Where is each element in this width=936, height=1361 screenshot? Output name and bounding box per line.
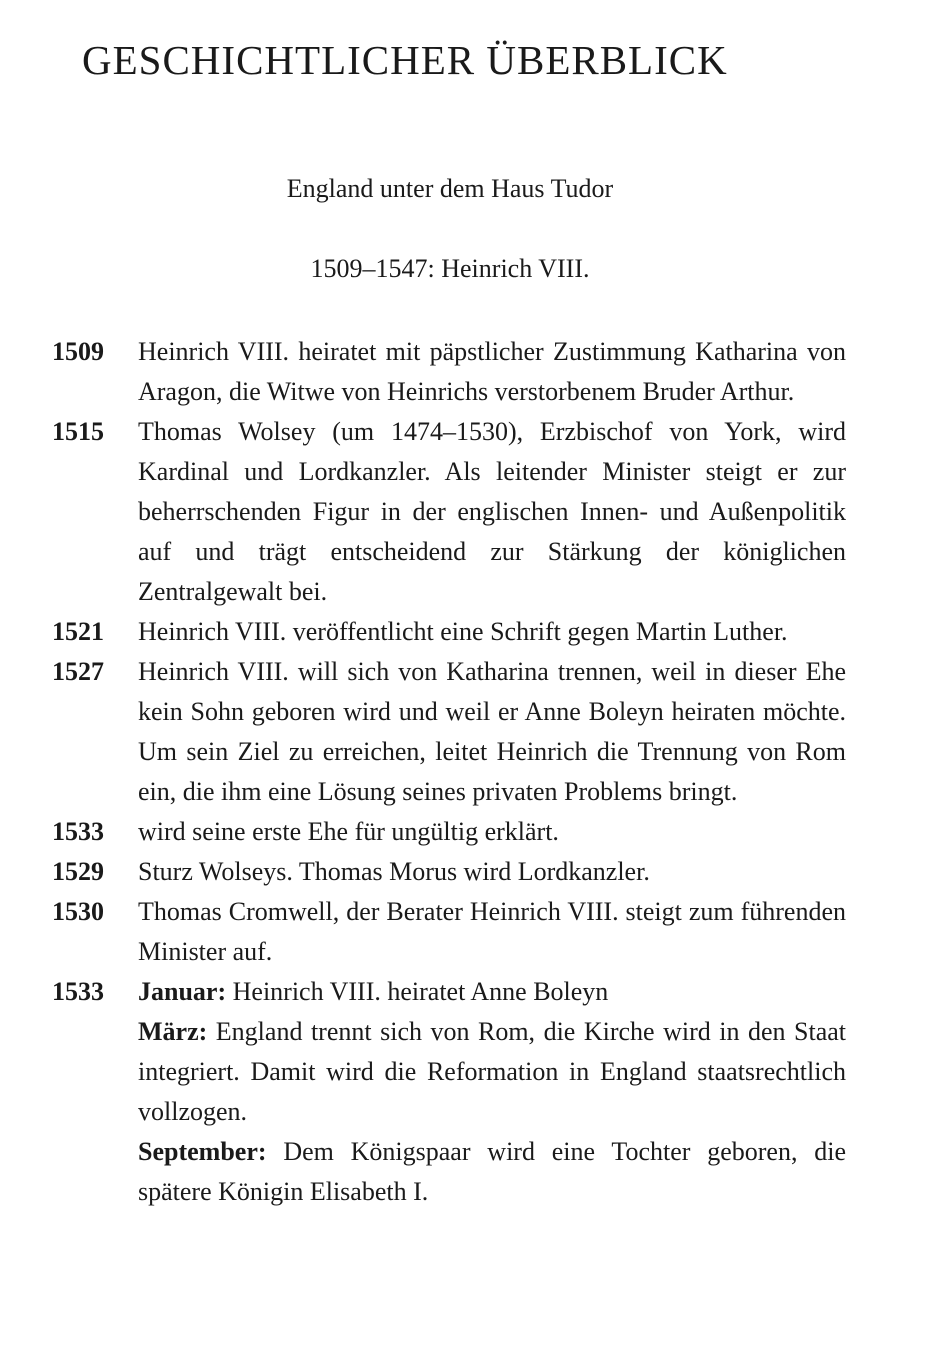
entry-text: Heinrich VIII. veröffentlicht eine Schrift gegen Martin Luther. (138, 617, 788, 646)
timeline (52, 332, 846, 1212)
entry-year: 1533 (52, 977, 104, 1006)
entry-year: 1521 (52, 617, 104, 646)
entry-year: 1515 (52, 417, 104, 446)
period-heading: 1509–1547: Heinrich VIII. (310, 254, 590, 283)
entry-text: Heinrich VIII. heiratet mit päpstlicher Zustimmung Katharina von Aragon, die Witwe von Heinrichs verstorbenem Bruder Arthur. (138, 337, 846, 406)
timeline-entry (52, 332, 846, 412)
entry-text: Thomas Cromwell, der Berater Heinrich VIII. steigt zum führenden Minister auf. (138, 897, 846, 966)
entry-text: Heinrich VIII. will sich von Katharina trennen, weil in dieser Ehe kein Sohn geboren wird und weil er Anne Boleyn heiraten möchte. Um sein Ziel zu erreichen, leitet Heinrich die Trennung von Rom ein, die ihm eine Lösung seines privaten Problems bringt. (138, 657, 846, 806)
timeline-entry (52, 612, 846, 652)
entry-paragraph (138, 852, 846, 892)
entry-body (138, 812, 846, 852)
entry-year: 1527 (52, 657, 104, 686)
month-label: März: (138, 1017, 208, 1046)
entry-text: Dem Königspaar wird eine Tochter geboren, die spätere Königin Elisabeth I. (138, 1137, 846, 1206)
entry-paragraph (138, 612, 846, 652)
entry-text: Heinrich VIII. heiratet Anne Boleyn (232, 977, 609, 1006)
timeline-entry (52, 852, 846, 892)
entry-text: Sturz Wolseys. Thomas Morus wird Lordkanzler. (138, 857, 650, 886)
entry-body (138, 412, 846, 612)
entry-body (138, 852, 846, 892)
entry-year: 1529 (52, 857, 104, 886)
month-label: Januar: (138, 977, 227, 1006)
entry-text: wird seine erste Ehe für ungültig erklärt. (138, 817, 559, 846)
entry-paragraph (138, 972, 846, 1012)
entry-body (138, 332, 846, 412)
entry-body (138, 972, 846, 1212)
timeline-entry (52, 812, 846, 852)
entry-paragraph (138, 1132, 846, 1212)
entry-text: England trennt sich von Rom, die Kirche wird in den Staat integriert. Damit wird die Reformation in England staatsrechtlich vollzogen. (138, 1017, 847, 1126)
entry-paragraph (138, 892, 846, 972)
entry-paragraph (138, 652, 846, 812)
entry-year: 1533 (52, 817, 104, 846)
entry-paragraph (138, 332, 846, 412)
timeline-entry (52, 972, 846, 1212)
entry-body (138, 652, 846, 812)
section-subtitle: England unter dem Haus Tudor (286, 174, 614, 203)
entry-paragraph (138, 412, 846, 612)
entry-paragraph (138, 812, 846, 852)
entry-body (138, 612, 846, 652)
timeline-entry (52, 412, 846, 612)
entry-body (138, 892, 846, 972)
entry-text: Thomas Wolsey (um 1474–1530), Erzbischof von York, wird Kardinal und Lordkanzler. Als leitender Minister steigt er zur beherrschenden Figur in der englischen Innen- und Außenpolitik auf und trägt entscheidend zur Stärkung der königlichen Zentralgewalt bei. (138, 417, 846, 606)
timeline-entry (52, 892, 846, 972)
entry-paragraph (138, 1012, 846, 1132)
entry-year: 1509 (52, 337, 104, 366)
month-label: September: (138, 1137, 267, 1166)
timeline-entry (52, 652, 846, 812)
page-title: GESCHICHTLICHER ÜBERBLICK (82, 37, 728, 83)
entry-year: 1530 (52, 897, 104, 926)
